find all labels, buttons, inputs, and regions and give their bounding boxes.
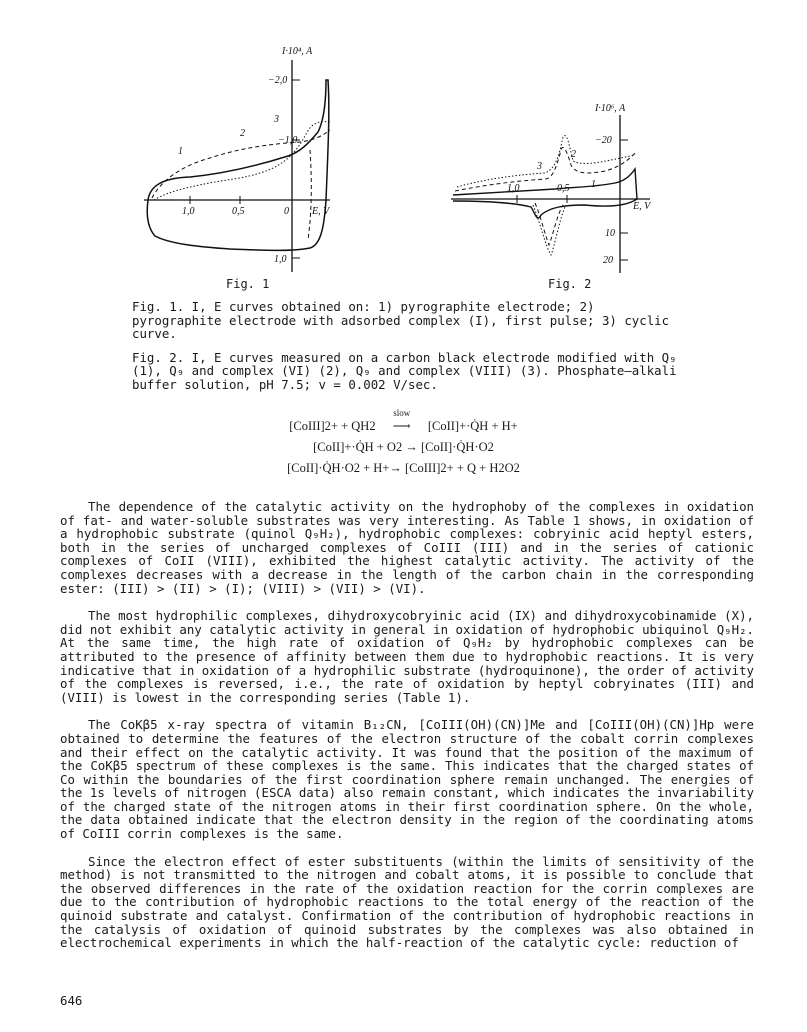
paragraph-3: The CoKβ5 x-ray spectra of vitamin B₁₂CN, [CoIII(OH)(CN)]Me and [CoIII(OH)(CN)]Hp were obtained to determine the features of the electron structure of the cobalt corrin complexes and their effect on the catalytic activity. It was found that the position of the maximum of the CoKβ5 spectrum of these complexes is the same. This indicates that the charged states of Co within the boundaries of the first coordination sphere remain unchanged. The energies of the 1s levels of nitrogen (ESCA data) also remain constant, which indicates the invariability of the charged state of the nitrogen atoms in their first coordination sphere. On the whole, the data obtained indicate that the electron density in the region of the coordinating atoms of CoIII corrin complexes is the same. bbox=[60, 717, 754, 842]
fig1-tick-top: −2,0 bbox=[268, 75, 288, 86]
page-number: 646 bbox=[60, 993, 83, 1008]
fig1-curve-label-1: 1 bbox=[178, 146, 183, 157]
fig2-curve-label-1: 1 bbox=[591, 179, 596, 190]
figure-2-caption: Fig. 2. I, E curves measured on a carbon black electrode modified with Q₉ (1), Q₉ and complex (VI) (2), Q₉ and complex (VIII) (3). Phosphate–alkali buffer solution, pH 7.5; v = 0.002 V/sec. bbox=[132, 349, 677, 392]
fig2-curve-label-2: 2 bbox=[571, 149, 576, 160]
fig1-curve-1 bbox=[147, 80, 329, 250]
fig2-curve-1 bbox=[453, 169, 637, 218]
fig2-x-axis-label: E, V bbox=[633, 201, 651, 212]
fig2-tick-20: 20 bbox=[603, 255, 613, 266]
equation-1 bbox=[200, 408, 607, 434]
reaction-scheme bbox=[200, 408, 607, 476]
fig1-tick-mid: −1,0 bbox=[278, 135, 298, 146]
fig1-x-tick-2: 0,5 bbox=[232, 206, 245, 217]
figure-1-caption: Fig. 1. I, E curves obtained on: 1) pyrographite electrode; 2) pyrographite electrode with adsorbed complex (I), first pulse; 3) cyclic curve. bbox=[132, 299, 670, 342]
equation-1-left: [CoIII]2+ + QH2 bbox=[289, 419, 376, 433]
fig1-x-tick-1: 1,0 bbox=[182, 206, 195, 217]
fig2-x-tick-2: 0,5 bbox=[557, 183, 570, 194]
fig2-curve-label-3: 3 bbox=[537, 161, 542, 172]
fig1-x-tick-3: 0 bbox=[284, 206, 289, 217]
fig2-tick-10: 10 bbox=[605, 228, 615, 239]
body-text bbox=[60, 500, 754, 950]
figure-1-plot bbox=[140, 40, 355, 280]
equation-1-arrow-label: slow bbox=[393, 408, 411, 418]
fig1-x-axis-label: E, V bbox=[312, 206, 330, 217]
fig1-curve-label-2: 2 bbox=[240, 128, 245, 139]
fig2-tick-top: −20 bbox=[595, 135, 612, 146]
fig1-curve-2 bbox=[152, 130, 330, 198]
fig2-x-tick-1: 1,0 bbox=[507, 183, 520, 194]
figure-2-plot bbox=[445, 95, 660, 280]
fig1-curve-label-3: 3 bbox=[274, 114, 279, 125]
paragraph-2: The most hydrophilic complexes, dihydroxycobryinic acid (IX) and dihydroxycobinamide (X), did not exhibit any catalytic activity in general in oxidation of hydrophobic ubiquinol Q₉H₂. At the same time, the high rate of oxidation of Q₉H₂ by hydrophobic complexes can be attributed to the presence of affinity between them due to hydrophobic reactions. It is very indicative that in oxidation of a hydrophilic substrate (hydroquinone), the order of activity of the complexes is reversed, i.e., the rate of oxidation by heptyl cobryinates (III) and (VIII) is lowest in the corresponding series (Table 1). bbox=[60, 608, 754, 705]
figure-captions bbox=[132, 300, 677, 392]
figure-1-label: Fig. 1 bbox=[226, 277, 270, 291]
fig1-tick-bottom: 1,0 bbox=[274, 254, 287, 265]
equation-1-right: [CoII]+·Q̇H + H+ bbox=[427, 419, 518, 433]
fig1-y-axis-label: I·10⁴, A bbox=[282, 46, 313, 57]
equation-3: [CoII]·Q̇H·O2 + H+→ [CoIII]2+ + Q + H2O2 bbox=[287, 461, 520, 475]
fig2-y-axis-label: I·10⁶, A bbox=[595, 103, 626, 114]
equation-2: [CoII]+·Q̇H + O2 → [CoII]·Q̇H·O2 bbox=[313, 440, 494, 454]
slow-arrow: slow ⟶ bbox=[379, 418, 425, 434]
paragraph-4: Since the electron effect of ester substituents (within the limits of sensitivity of the method) is not transmitted to the nitrogen and cobalt atoms, it is possible to conclude that the observed differences in the rate of the oxidation reaction for the corrin complexes are due to the contribution of hydrophobic reactions to the total energy of the reaction of the quinoid substrate and catalyst. Confirmation of the contribution of hydrophobic reactions in the catalysis of oxidation of quinoid substrates by the complexes was also obtained in electrochemical experiments in which the half-reaction of the catalytic cycle: reduction of bbox=[60, 853, 754, 951]
figure-2-label: Fig. 2 bbox=[548, 277, 592, 291]
paragraph-1: The dependence of the catalytic activity on the hydrophoby of the complexes in oxidation of fat- and water-soluble substrates was very interesting. As Table 1 shows, in oxidation of a hydrophobic substrate (quinol Q₉H₂), hydrophobic complexes: cobryinic acid heptyl esters, both in the series of uncharged complexes of CoIII (III) and in the series of cationic complexes of CoII (VIII), exhibited the highest catalytic activity. The activity of the complexes decreases with a decrease in the length of the carbon chain in the corresponding ester: (III) > (II) > (I); (VIII) > (VII) > (VI). bbox=[60, 499, 754, 596]
